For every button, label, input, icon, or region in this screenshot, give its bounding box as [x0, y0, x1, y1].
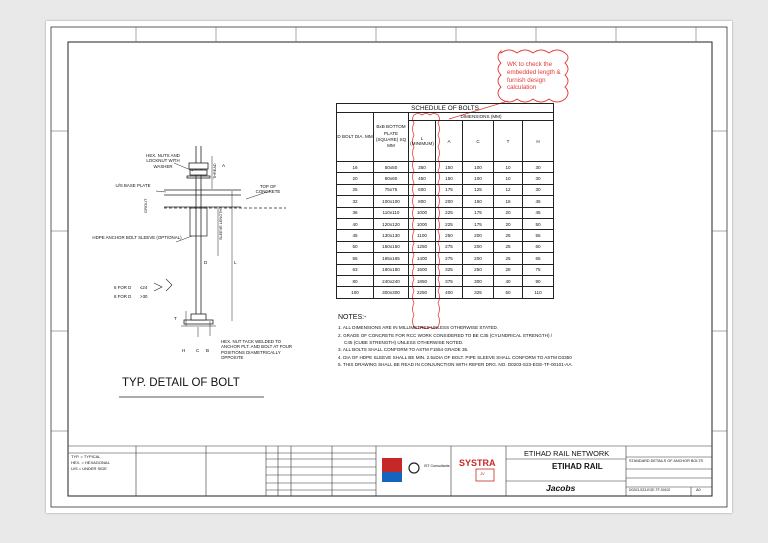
drawing-number: D0203-S23-EGE-TF-00102	[629, 488, 671, 492]
table-cell: 80	[337, 275, 374, 286]
label-dim-l: L	[234, 260, 237, 265]
table-cell: 75x75	[374, 184, 409, 195]
label-le-24: ≤24	[140, 285, 148, 290]
table-cell: 120x120	[374, 218, 409, 229]
label-dim-b: B	[206, 348, 210, 353]
table-cell: 100	[337, 287, 374, 298]
table-cell: 2250	[409, 287, 436, 298]
label-dim-t: T	[174, 316, 177, 321]
table-cell: 100x100	[374, 196, 409, 207]
label-gt-30: >30	[140, 294, 148, 299]
table-cell: 50	[523, 218, 554, 229]
logo-jv: JV	[480, 471, 485, 476]
review-callout: WK to check the embedded length & furnish design calculation	[507, 61, 561, 92]
label-hex-nut-tack: HEX. NUT TACK WELDED TO ANCHOR PLT. AND BOLT AT FOUR POSITIONS DIAMETRICALLY OPPOSITE	[221, 339, 293, 360]
table-cell: 250	[436, 230, 463, 241]
table-cell: 30	[523, 162, 554, 173]
table-cell: 50	[337, 241, 374, 252]
table-cell: 32	[337, 196, 374, 207]
table-cell: 16	[494, 196, 523, 207]
col-h: H	[523, 121, 554, 162]
note-line: C45 (CUBE STRENGTH) UNLESS OTHERWISE NOTED.	[344, 340, 464, 345]
label-dim-d: D	[204, 260, 208, 265]
schedule-title: SCHEDULE OF BOLTS	[337, 104, 554, 113]
table-cell: 63	[337, 264, 374, 275]
table-cell: 30	[523, 173, 554, 184]
table-cell: 375	[436, 275, 463, 286]
table-cell: 200	[463, 241, 494, 252]
table-cell: 100	[463, 162, 494, 173]
col-l-minimum: L (MINIMUM)	[409, 121, 436, 162]
dimensions-header: DIMENSIONS (MM)	[409, 113, 554, 121]
table-cell: 200	[463, 230, 494, 241]
revision: A0	[696, 488, 701, 492]
legend-line: TYP. = TYPICAL	[71, 454, 101, 459]
table-cell: 165x165	[374, 253, 409, 264]
table-cell: 16	[337, 162, 374, 173]
col-bottom-plate: BxB BOTTOM PLATE (SQUARE) SQ MM	[374, 113, 409, 162]
table-cell: 10	[494, 162, 523, 173]
table-cell: 25	[494, 241, 523, 252]
table-cell: 20	[494, 207, 523, 218]
col-bolt-dia: D BOLT DIA. MM	[337, 113, 374, 162]
label-sleeve-length: SLEEVE LENGTH	[219, 208, 223, 240]
table-cell: 150x150	[374, 241, 409, 252]
table-cell: 225	[436, 207, 463, 218]
table-cell: 45	[337, 230, 374, 241]
table-cell: 150	[436, 173, 463, 184]
label-top-of-concrete: TOP OF CONCRETE	[255, 184, 281, 195]
note-line: 5. THIS DRAWING SHALL BE READ IN CONJUNCTION WITH REFER DRG. NO. D0203-S23-EGE-TF-00101-AA.	[338, 362, 573, 367]
label-base-plate: U/S BASE PLATE	[115, 183, 151, 188]
label-hdpe-sleeve: HDPE ANCHOR BOLT SLEEVE (OPTIONAL)	[92, 235, 182, 240]
table-cell: 300x300	[374, 287, 409, 298]
table-cell: 40	[337, 218, 374, 229]
logo-etihad-rail: ETIHAD RAIL	[552, 462, 603, 471]
table-cell: 200	[463, 253, 494, 264]
label-dim-h: H	[182, 348, 186, 353]
table-cell: 30	[523, 184, 554, 195]
table-cell: 1000	[409, 218, 436, 229]
label-6-for-d: 6 FOR D	[114, 285, 132, 290]
table-cell: 450	[409, 173, 436, 184]
table-cell: 300	[463, 275, 494, 286]
note-line: 3. ALL BOLTS SHALL CONFORM TO ASTM F1554 GRADE 36.	[338, 347, 469, 352]
table-cell: 350	[409, 162, 436, 173]
table-cell: 12	[494, 184, 523, 195]
table-cell: 55	[523, 230, 554, 241]
note-line: 2. GRADE OF CONCRETE FOR RCC WORK CONSIDERED TO BE C35 (CYLINDRICAL STRENGTH) /	[338, 333, 553, 338]
table-cell: 45	[523, 196, 554, 207]
table-cell: 400	[436, 287, 463, 298]
table-cell: 20	[494, 218, 523, 229]
table-cell: 225	[436, 218, 463, 229]
table-cell: 275	[436, 241, 463, 252]
table-cell: 90	[523, 275, 554, 286]
table-cell: 100	[463, 173, 494, 184]
table-cell: 110	[523, 287, 554, 298]
table-cell: 1600	[409, 264, 436, 275]
col-c: C	[463, 121, 494, 162]
table-cell: 200	[436, 196, 463, 207]
table-cell: 65	[523, 253, 554, 264]
label-grout: GROUT	[143, 198, 148, 213]
table-cell: 1000	[409, 207, 436, 218]
title-block-grid	[46, 21, 732, 513]
table-cell: 60	[523, 241, 554, 252]
label-dim-a: A	[222, 163, 226, 168]
table-cell: 56	[337, 253, 374, 264]
table-cell: 1850	[409, 275, 436, 286]
table-cell: 50	[494, 287, 523, 298]
table-cell: 50x50	[374, 162, 409, 173]
table-cell: 20	[337, 173, 374, 184]
drawing-sheet	[46, 21, 732, 513]
table-cell: 175	[436, 184, 463, 195]
detail-title: TYP. DETAIL OF BOLT	[122, 377, 240, 389]
table-cell: 250	[463, 264, 494, 275]
project-name: ETIHAD RAIL NETWORK	[524, 449, 610, 458]
label-dim-c: C	[196, 348, 200, 353]
table-cell: 28	[494, 264, 523, 275]
logo-jacobs: Jacobs	[546, 483, 576, 493]
logo-systra: SYSTRA	[459, 458, 496, 468]
table-cell: 25	[494, 230, 523, 241]
table-cell: 125	[463, 184, 494, 195]
legend-line: U/S = UNDER SIDE	[71, 466, 107, 471]
notes-heading: NOTES:-	[338, 314, 367, 321]
table-cell: 1100	[409, 230, 436, 241]
table-cell: 75	[523, 264, 554, 275]
table-cell: 36	[337, 207, 374, 218]
col-a: A	[436, 121, 463, 162]
label-hex-nuts: HEX. NUTS AND LOCKNUT WITH WASHER	[146, 153, 180, 169]
label-thread: THREAD	[213, 163, 217, 179]
table-cell: 150	[463, 196, 494, 207]
col-t: T	[494, 121, 523, 162]
table-cell: 40	[494, 275, 523, 286]
logo-ist: IST Consultants	[424, 464, 450, 468]
table-cell: 175	[463, 218, 494, 229]
table-cell: 325	[463, 287, 494, 298]
table-cell: 110x110	[374, 207, 409, 218]
table-cell: 130x130	[374, 230, 409, 241]
table-cell: 150	[436, 162, 463, 173]
note-line: 1. ALL DIMENSIONS ARE IN MILLIMETRES UNLESS OTHERWISE STATED.	[338, 325, 499, 330]
table-cell: 180x180	[374, 264, 409, 275]
table-cell: 600	[409, 184, 436, 195]
table-cell: 25	[494, 253, 523, 264]
table-cell: 1250	[409, 241, 436, 252]
table-cell: 1400	[409, 253, 436, 264]
table-cell: 25	[337, 184, 374, 195]
drawing-title: STANDARD DETAILS OF ANCHOR BOLTS	[629, 459, 704, 463]
table-cell: 10	[494, 173, 523, 184]
table-cell: 800	[409, 196, 436, 207]
table-cell: 45	[523, 207, 554, 218]
table-cell: 325	[436, 264, 463, 275]
note-line: 4. DIA OF HDPE SLEEVE SHALL BE MIN. 2.5xDIA OF BOLT. PIPE SLEEVE SHALL CONFORM TO ASTM D3350	[338, 355, 572, 360]
table-cell: 275	[436, 253, 463, 264]
table-cell: 175	[463, 207, 494, 218]
table-cell: 60x60	[374, 173, 409, 184]
label-8-for-d: 8 FOR D	[114, 294, 132, 299]
legend-line: HEX. = HEXAGONAL	[71, 460, 110, 465]
table-cell: 240x240	[374, 275, 409, 286]
